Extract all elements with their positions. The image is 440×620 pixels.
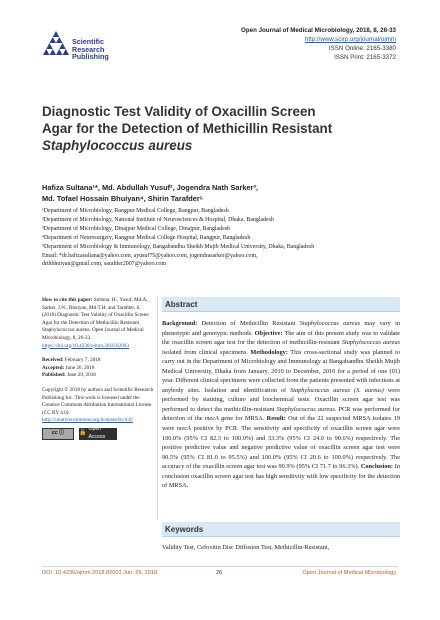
license-badges — [42, 428, 154, 440]
result-label: Result: — [266, 415, 286, 423]
author-line: Hafiza Sultana¹*, Md. Abdullah Yusuf², Jogendra Nath Sarker³, — [42, 183, 259, 192]
conclusion-label: Conclusion: — [360, 463, 394, 471]
title-line: Diagnostic Test Validity of Oxacillin Screen — [42, 104, 316, 119]
abstract-text: were performed by staining, culture and biochemical tests. Oxacillin screen agar test was performed to detect the methicillin-resistant — [162, 386, 400, 413]
affiliation-item: ⁴Department of Neurosurgery, Rangpur Medical College Hospital, Rangpur, Bangladesh — [42, 234, 251, 241]
affiliation-item: ⁵Department of Microbiology & Immunology, Bangabandhu Sheikh Mujib Medical University, Dhaka, Bangladesh — [42, 243, 315, 250]
citation-block — [42, 297, 154, 350]
objective-label: Objective: — [254, 329, 283, 337]
footer-doi: DOI: 10.4236/ojmm.2018.82003 Jun. 29, 2018 — [42, 570, 158, 576]
dates-block — [42, 357, 154, 380]
abstract-text: isolated from clinical specimens. — [162, 348, 251, 356]
page-number: 26 — [216, 570, 223, 576]
journal-url-link[interactable]: http://www.scirp.org/journal/ojmm — [304, 36, 396, 43]
email-line: Email: *dr.hafizasultana@yahoo.com, ayusuf75@yahoo.com, jogendrasarker@yahoo.com, — [42, 252, 258, 259]
abstract-text: Detection of Methicillin Resistant — [197, 320, 300, 327]
gene-name: mecA — [176, 425, 191, 433]
journal-info — [241, 26, 396, 62]
cc-by-badge-icon[interactable]: cc ⓘ — [42, 428, 74, 440]
published-label: Published: — [42, 372, 66, 379]
publisher-name-line: Research — [72, 44, 105, 54]
doi-link[interactable]: https://doi.org/10.4236/ojmm.2018.82003 — [42, 342, 129, 349]
species-name: Staphylococcus aureus (S. aureus) — [290, 386, 384, 394]
received-date: February 7, 2018 — [63, 357, 101, 364]
affiliations — [42, 207, 402, 269]
accepted-label: Accepted: — [42, 364, 65, 371]
author-list — [42, 183, 402, 204]
published-date: June 29, 2018 — [65, 372, 96, 379]
received-label: Received: — [42, 357, 64, 364]
copyright-block — [42, 387, 154, 440]
open-access-badge[interactable] — [79, 428, 117, 440]
abstract-heading: Abstract — [162, 297, 400, 312]
publisher-name-line: Publishing — [72, 52, 109, 62]
issn-online: ISSN Online: 2165-3380 — [328, 45, 396, 52]
abstract-text: The aim of this present study was to validate the oxacillin screen agar test for the detection of methicillin-resistant — [162, 329, 400, 347]
sierpinski-triangle-icon — [42, 30, 70, 56]
methodology-label: Methodology: — [250, 348, 288, 356]
column-divider — [157, 297, 158, 520]
publisher-logo — [42, 30, 142, 68]
abstract-text: Out of the 22 suspected MRSA isolates 19 were — [162, 415, 400, 433]
abstract-text: gene for MRSA. — [218, 415, 267, 423]
abstract-text: positive by PCR. The sensitivity and specificity of oxacillin screen agar were 100.0% (95% CI 82.3 to 100.0%) and 33.3% (95% CI 24.0 to 90.6%) respectively. The positive predictive value and negative predictive value of oxacillin screen agar test were 90.5% (95% CI 81.0 to 95.5%) and 100.0% (95% CI 20.6 to 100.0%) respectively. The accuracy of the oxacillin screen agar test was 90.9% (95% CI 71.7 to 96.3%). — [162, 425, 401, 471]
cite-text: Sultana, H., Yusuf, Md.A., Sarker, J.N., Bhuiyan, Md.T.H. and Tarafder, S. (2018) Diagnostic Test Validity of Oxacillin Screen Agar for the Detection of Methicillin Resistant Staphylococcus aureus. Open Journal of Medical Microbiology, 8, 26-33. — [42, 297, 149, 341]
species-name: Staphylococcus aureus — [341, 339, 400, 347]
accepted-date: June 26, 2018 — [64, 364, 95, 371]
affiliation-item: ³Department of Microbiology, Dinajpur Medical College, Dinajpur, Bangladesh — [42, 225, 230, 232]
cite-label: How to cite this paper: — [42, 297, 93, 303]
email-line: drthbhuiyan@gmail.com, sarafder2007@yahoo.com — [42, 261, 167, 268]
open-lock-icon: 🔓 — [79, 430, 87, 437]
title-line: Agar for the Detection of Methicillin Resistant — [42, 121, 333, 136]
author-line: Md. Tofael Hossain Bhuiyan⁴, Shirin Tarafder⁵ — [42, 193, 204, 203]
affiliation-item: ²Department of Microbiology, National Institute of Neurosciences & Hospital, Dhaka, Bangladesh — [42, 216, 274, 223]
journal-citation-line: Open Journal of Medical Microbiology, 2018, 8, 26-33 — [241, 27, 396, 34]
gene-name: mecA — [204, 415, 219, 423]
publisher-name-line: Scientific — [72, 37, 104, 46]
abstract-text: . PCR was performed for detection of the — [162, 405, 400, 423]
abstract-body — [162, 319, 400, 491]
keywords-text: Validity Test, Cefoxitin Disc Diffusion Test, Methicillin-Resistant, — [162, 544, 330, 551]
species-name: Staphylococcus aureus — [276, 405, 335, 413]
affiliation-item: ¹Department of Microbiology, Rangpur Medical College, Rangpur, Bangladesh — [42, 208, 229, 214]
background-label: Background: — [162, 320, 198, 327]
paper-title — [42, 103, 402, 154]
copyright-text: Copyright © 2018 by authors and Scientific Research Publishing Inc. This work is licensed under the Creative Commons Attribution International License (CC BY 4.0). — [42, 386, 154, 416]
keywords-heading: Keywords — [162, 522, 400, 537]
abstract-text: In conclusion oxacillin screen agar test has high sensitivity with low specificity for the detection of MRSA. — [162, 463, 400, 490]
publisher-name — [72, 38, 109, 61]
title-line-italic: Staphylococcus aureus — [42, 138, 193, 153]
article-sidebar — [42, 297, 154, 440]
license-link[interactable]: http://creativecommons.org/licenses/by/4.0/ — [42, 417, 133, 424]
footer-journal-name: Open Journal of Medical Microbiology — [302, 570, 396, 576]
issn-print: ISSN Print: 2165-3372 — [334, 54, 396, 61]
species-name: Staphylococcus aureus — [299, 320, 361, 327]
footer-rule — [42, 566, 398, 567]
open-access-label: Open Access — [88, 426, 106, 440]
abstract-text: may vary in phenotypic and genotypic methods. — [162, 320, 400, 337]
abstract-text: This cross-sectional study was planned to carry out in the Department of Microbiology and Immunology at Bangabandhu Sheikh Mujib Medical University, Dhaka from January, 2010 to December, 2010 for a period of one (01) year. Different clinical specimens were collected from the patients presented with infections at anybody sites. Isolation and identification of — [162, 348, 400, 394]
